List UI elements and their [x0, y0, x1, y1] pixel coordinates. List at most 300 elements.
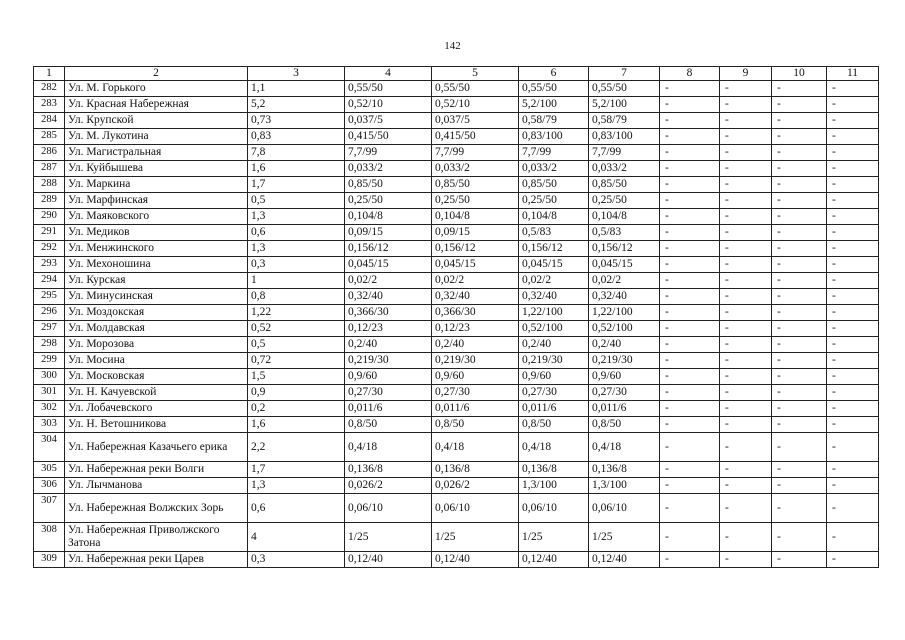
- row-number: 288: [34, 177, 65, 193]
- table-row: [34, 369, 879, 385]
- value-col-6: 0,219/30: [519, 353, 589, 369]
- value-col-6: 0,27/30: [519, 385, 589, 401]
- value-col-6: 1/25: [519, 523, 589, 552]
- value-col-8: -: [660, 97, 720, 113]
- value-col-5: 0,156/12: [432, 241, 519, 257]
- row-number: 293: [34, 257, 65, 273]
- value-col-5: 0,045/15: [432, 257, 519, 273]
- value-col-6: 0,25/50: [519, 193, 589, 209]
- value-col-3: 0,83: [248, 129, 345, 145]
- value-col-10: -: [772, 494, 827, 523]
- value-col-7: 0,8/50: [589, 417, 660, 433]
- value-col-8: -: [660, 289, 720, 305]
- row-number: 284: [34, 113, 65, 129]
- value-col-10: -: [772, 257, 827, 273]
- street-name: Ул. Маяковского: [65, 209, 248, 225]
- value-col-6: 0,58/79: [519, 113, 589, 129]
- value-col-6: 0,033/2: [519, 161, 589, 177]
- value-col-8: -: [660, 552, 720, 568]
- value-col-4: 0,045/15: [345, 257, 432, 273]
- value-col-6: 0,156/12: [519, 241, 589, 257]
- value-col-6: 0,9/60: [519, 369, 589, 385]
- value-col-8: -: [660, 321, 720, 337]
- value-col-9: -: [720, 289, 772, 305]
- value-col-8: -: [660, 161, 720, 177]
- value-col-10: -: [772, 478, 827, 494]
- table-row: [34, 433, 879, 462]
- value-col-11: -: [827, 401, 879, 417]
- value-col-5: 0,12/40: [432, 552, 519, 568]
- value-col-3: 2,2: [248, 433, 345, 462]
- value-col-3: 1,6: [248, 161, 345, 177]
- value-col-10: -: [772, 273, 827, 289]
- row-number: 291: [34, 225, 65, 241]
- value-col-5: 0,136/8: [432, 462, 519, 478]
- value-col-4: 0,06/10: [345, 494, 432, 523]
- row-number: 290: [34, 209, 65, 225]
- value-col-4: 1/25: [345, 523, 432, 552]
- row-number: 285: [34, 129, 65, 145]
- value-col-9: -: [720, 145, 772, 161]
- value-col-9: -: [720, 81, 772, 97]
- value-col-11: -: [827, 523, 879, 552]
- street-name: Ул. Морозова: [65, 337, 248, 353]
- row-number: 298: [34, 337, 65, 353]
- value-col-6: 0,83/100: [519, 129, 589, 145]
- value-col-10: -: [772, 523, 827, 552]
- value-col-11: -: [827, 225, 879, 241]
- value-col-7: 0,06/10: [589, 494, 660, 523]
- value-col-10: -: [772, 177, 827, 193]
- value-col-10: -: [772, 145, 827, 161]
- value-col-4: 0,85/50: [345, 177, 432, 193]
- value-col-3: 1,1: [248, 81, 345, 97]
- row-number: 296: [34, 305, 65, 321]
- row-number: 308: [34, 523, 65, 552]
- value-col-8: -: [660, 385, 720, 401]
- value-col-4: 0,366/30: [345, 305, 432, 321]
- value-col-7: 0,55/50: [589, 81, 660, 97]
- value-col-8: -: [660, 81, 720, 97]
- value-col-7: 0,12/40: [589, 552, 660, 568]
- value-col-8: -: [660, 305, 720, 321]
- table-row: [34, 241, 879, 257]
- value-col-9: -: [720, 417, 772, 433]
- value-col-9: -: [720, 241, 772, 257]
- table-row: [34, 193, 879, 209]
- table-row: [34, 523, 879, 552]
- value-col-3: 0,5: [248, 193, 345, 209]
- value-col-9: -: [720, 257, 772, 273]
- value-col-11: -: [827, 385, 879, 401]
- value-col-9: -: [720, 305, 772, 321]
- table-row: [34, 305, 879, 321]
- value-col-9: -: [720, 369, 772, 385]
- street-name: Ул. М. Горького: [65, 81, 248, 97]
- value-col-7: 0,27/30: [589, 385, 660, 401]
- table-row: [34, 209, 879, 225]
- value-col-9: -: [720, 225, 772, 241]
- street-name: Ул. Курская: [65, 273, 248, 289]
- column-header: 4: [345, 67, 432, 81]
- value-col-6: 0,104/8: [519, 209, 589, 225]
- table-row: [34, 177, 879, 193]
- value-col-10: -: [772, 417, 827, 433]
- value-col-10: -: [772, 401, 827, 417]
- row-number: 294: [34, 273, 65, 289]
- value-col-5: 0,033/2: [432, 161, 519, 177]
- value-col-11: -: [827, 433, 879, 462]
- value-col-6: 0,12/40: [519, 552, 589, 568]
- row-number: 297: [34, 321, 65, 337]
- value-col-8: -: [660, 193, 720, 209]
- page-number: 142: [444, 40, 461, 52]
- value-col-7: 0,25/50: [589, 193, 660, 209]
- value-col-8: -: [660, 273, 720, 289]
- value-col-8: -: [660, 401, 720, 417]
- row-number: 300: [34, 369, 65, 385]
- value-col-10: -: [772, 241, 827, 257]
- table-row: [34, 145, 879, 161]
- row-number: 306: [34, 478, 65, 494]
- value-col-10: -: [772, 353, 827, 369]
- street-name: Ул. Лычманова: [65, 478, 248, 494]
- column-header: 11: [827, 67, 879, 81]
- value-col-4: 0,09/15: [345, 225, 432, 241]
- value-col-8: -: [660, 177, 720, 193]
- street-name: Ул. Менжинского: [65, 241, 248, 257]
- value-col-7: 0,4/18: [589, 433, 660, 462]
- value-col-7: 0,9/60: [589, 369, 660, 385]
- value-col-4: 7,7/99: [345, 145, 432, 161]
- value-col-3: 1,22: [248, 305, 345, 321]
- table-row: [34, 161, 879, 177]
- value-col-8: -: [660, 417, 720, 433]
- value-col-3: 4: [248, 523, 345, 552]
- table-row: [34, 273, 879, 289]
- value-col-8: -: [660, 433, 720, 462]
- value-col-4: 0,4/18: [345, 433, 432, 462]
- value-col-4: 0,12/23: [345, 321, 432, 337]
- street-name: Ул. Магистральная: [65, 145, 248, 161]
- value-col-3: 1,3: [248, 209, 345, 225]
- value-col-10: -: [772, 193, 827, 209]
- value-col-9: -: [720, 462, 772, 478]
- value-col-10: -: [772, 81, 827, 97]
- row-number: 292: [34, 241, 65, 257]
- row-number: 295: [34, 289, 65, 305]
- value-col-5: 0,25/50: [432, 193, 519, 209]
- value-col-4: 0,27/30: [345, 385, 432, 401]
- header-row: [34, 67, 879, 81]
- value-col-11: -: [827, 257, 879, 273]
- street-name: Ул. Минусинская: [65, 289, 248, 305]
- column-header: 10: [772, 67, 827, 81]
- value-col-10: -: [772, 337, 827, 353]
- value-col-7: 0,83/100: [589, 129, 660, 145]
- value-col-9: -: [720, 129, 772, 145]
- table-row: [34, 321, 879, 337]
- value-col-3: 0,9: [248, 385, 345, 401]
- table-row: [34, 353, 879, 369]
- table-row: [34, 552, 879, 568]
- value-col-5: 0,09/15: [432, 225, 519, 241]
- value-col-4: 0,037/5: [345, 113, 432, 129]
- value-col-10: -: [772, 161, 827, 177]
- value-col-11: -: [827, 494, 879, 523]
- value-col-8: -: [660, 523, 720, 552]
- value-col-7: 7,7/99: [589, 145, 660, 161]
- value-col-4: 0,25/50: [345, 193, 432, 209]
- value-col-7: 5,2/100: [589, 97, 660, 113]
- value-col-10: -: [772, 433, 827, 462]
- column-header: 3: [248, 67, 345, 81]
- value-col-10: -: [772, 97, 827, 113]
- street-name: Ул. Набережная Волжских Зорь: [65, 494, 248, 523]
- value-col-4: 0,55/50: [345, 81, 432, 97]
- value-col-3: 0,6: [248, 494, 345, 523]
- row-number: 282: [34, 81, 65, 97]
- value-col-9: -: [720, 177, 772, 193]
- row-number: 303: [34, 417, 65, 433]
- value-col-11: -: [827, 193, 879, 209]
- value-col-11: -: [827, 552, 879, 568]
- value-col-5: 0,219/30: [432, 353, 519, 369]
- value-col-5: 0,8/50: [432, 417, 519, 433]
- street-name: Ул. Лобачевского: [65, 401, 248, 417]
- value-col-7: 0,104/8: [589, 209, 660, 225]
- value-col-4: 0,8/50: [345, 417, 432, 433]
- value-col-5: 0,4/18: [432, 433, 519, 462]
- value-col-5: 0,011/6: [432, 401, 519, 417]
- value-col-4: 0,9/60: [345, 369, 432, 385]
- value-col-8: -: [660, 353, 720, 369]
- value-col-6: 0,06/10: [519, 494, 589, 523]
- value-col-11: -: [827, 462, 879, 478]
- value-col-5: 0,12/23: [432, 321, 519, 337]
- value-col-8: -: [660, 369, 720, 385]
- value-col-5: 0,85/50: [432, 177, 519, 193]
- street-name: Ул. Н. Ветошникова: [65, 417, 248, 433]
- value-col-3: 0,3: [248, 552, 345, 568]
- value-col-5: 1/25: [432, 523, 519, 552]
- table-row: [34, 129, 879, 145]
- value-col-5: 0,32/40: [432, 289, 519, 305]
- column-header: 1: [34, 67, 65, 81]
- street-name: Ул. Набережная Приволжского Затона: [65, 523, 248, 552]
- value-col-11: -: [827, 353, 879, 369]
- row-number: 287: [34, 161, 65, 177]
- value-col-5: 0,104/8: [432, 209, 519, 225]
- value-col-7: 0,045/15: [589, 257, 660, 273]
- value-col-10: -: [772, 385, 827, 401]
- value-col-7: 0,033/2: [589, 161, 660, 177]
- table-row: [34, 478, 879, 494]
- value-col-8: -: [660, 241, 720, 257]
- value-col-11: -: [827, 369, 879, 385]
- table-row: [34, 113, 879, 129]
- value-col-3: 0,6: [248, 225, 345, 241]
- value-col-7: 0,5/83: [589, 225, 660, 241]
- value-col-3: 0,72: [248, 353, 345, 369]
- value-col-11: -: [827, 417, 879, 433]
- value-col-5: 0,037/5: [432, 113, 519, 129]
- value-col-10: -: [772, 321, 827, 337]
- value-col-3: 1,5: [248, 369, 345, 385]
- value-col-4: 0,415/50: [345, 129, 432, 145]
- value-col-6: 1,3/100: [519, 478, 589, 494]
- value-col-3: 0,3: [248, 257, 345, 273]
- value-col-6: 0,55/50: [519, 81, 589, 97]
- value-col-4: 0,156/12: [345, 241, 432, 257]
- value-col-9: -: [720, 494, 772, 523]
- row-number: 299: [34, 353, 65, 369]
- street-name: Ул. Мехоношина: [65, 257, 248, 273]
- row-number: 302: [34, 401, 65, 417]
- value-col-4: 0,12/40: [345, 552, 432, 568]
- value-col-9: -: [720, 209, 772, 225]
- table-row: [34, 462, 879, 478]
- value-col-8: -: [660, 145, 720, 161]
- value-col-9: -: [720, 321, 772, 337]
- value-col-8: -: [660, 129, 720, 145]
- value-col-4: 0,136/8: [345, 462, 432, 478]
- value-col-7: 0,156/12: [589, 241, 660, 257]
- value-col-10: -: [772, 305, 827, 321]
- value-col-11: -: [827, 273, 879, 289]
- value-col-8: -: [660, 113, 720, 129]
- street-name: Ул. Медиков: [65, 225, 248, 241]
- value-col-7: 0,52/100: [589, 321, 660, 337]
- table-body: [34, 81, 879, 568]
- value-col-6: 0,2/40: [519, 337, 589, 353]
- value-col-9: -: [720, 401, 772, 417]
- value-col-3: 1: [248, 273, 345, 289]
- value-col-6: 7,7/99: [519, 145, 589, 161]
- value-col-11: -: [827, 161, 879, 177]
- value-col-5: 7,7/99: [432, 145, 519, 161]
- value-col-11: -: [827, 97, 879, 113]
- street-name: Ул. Набережная Казачьего ерика: [65, 433, 248, 462]
- value-col-5: 0,366/30: [432, 305, 519, 321]
- value-col-9: -: [720, 353, 772, 369]
- value-col-3: 1,3: [248, 478, 345, 494]
- value-col-5: 0,026/2: [432, 478, 519, 494]
- value-col-9: -: [720, 161, 772, 177]
- value-col-6: 0,011/6: [519, 401, 589, 417]
- value-col-6: 0,52/100: [519, 321, 589, 337]
- value-col-4: 0,52/10: [345, 97, 432, 113]
- value-col-8: -: [660, 462, 720, 478]
- street-name: Ул. Набережная реки Волги: [65, 462, 248, 478]
- column-header: 6: [519, 67, 589, 81]
- value-col-6: 0,85/50: [519, 177, 589, 193]
- value-col-11: -: [827, 241, 879, 257]
- value-col-3: 5,2: [248, 97, 345, 113]
- value-col-11: -: [827, 81, 879, 97]
- value-col-4: 0,033/2: [345, 161, 432, 177]
- value-col-3: 0,73: [248, 113, 345, 129]
- table-row: [34, 289, 879, 305]
- value-col-11: -: [827, 177, 879, 193]
- value-col-3: 0,52: [248, 321, 345, 337]
- row-number: 305: [34, 462, 65, 478]
- value-col-10: -: [772, 129, 827, 145]
- value-col-4: 0,32/40: [345, 289, 432, 305]
- street-name: Ул. Марфинская: [65, 193, 248, 209]
- value-col-4: 0,011/6: [345, 401, 432, 417]
- street-name: Ул. Мосина: [65, 353, 248, 369]
- value-col-7: 1/25: [589, 523, 660, 552]
- value-col-9: -: [720, 193, 772, 209]
- street-name: Ул. Куйбышева: [65, 161, 248, 177]
- value-col-11: -: [827, 145, 879, 161]
- value-col-3: 7,8: [248, 145, 345, 161]
- value-col-7: 0,85/50: [589, 177, 660, 193]
- value-col-11: -: [827, 305, 879, 321]
- value-col-3: 1,7: [248, 462, 345, 478]
- value-col-10: -: [772, 289, 827, 305]
- value-col-5: 0,52/10: [432, 97, 519, 113]
- value-col-6: 0,8/50: [519, 417, 589, 433]
- table-row: [34, 417, 879, 433]
- value-col-7: 0,136/8: [589, 462, 660, 478]
- value-col-3: 1,7: [248, 177, 345, 193]
- value-col-9: -: [720, 523, 772, 552]
- value-col-3: 1,3: [248, 241, 345, 257]
- street-data-table: [33, 66, 879, 568]
- table-row: [34, 257, 879, 273]
- street-name: Ул. Н. Качуевской: [65, 385, 248, 401]
- value-col-8: -: [660, 225, 720, 241]
- value-col-9: -: [720, 478, 772, 494]
- street-name: Ул. Красная Набережная: [65, 97, 248, 113]
- value-col-9: -: [720, 337, 772, 353]
- table-row: [34, 337, 879, 353]
- value-col-10: -: [772, 209, 827, 225]
- value-col-7: 0,32/40: [589, 289, 660, 305]
- value-col-11: -: [827, 209, 879, 225]
- value-col-8: -: [660, 494, 720, 523]
- row-number: 301: [34, 385, 65, 401]
- value-col-4: 0,02/2: [345, 273, 432, 289]
- street-name: Ул. Маркина: [65, 177, 248, 193]
- value-col-7: 0,011/6: [589, 401, 660, 417]
- value-col-5: 0,415/50: [432, 129, 519, 145]
- value-col-7: 0,219/30: [589, 353, 660, 369]
- value-col-3: 0,5: [248, 337, 345, 353]
- column-header: 7: [589, 67, 660, 81]
- value-col-8: -: [660, 478, 720, 494]
- value-col-11: -: [827, 289, 879, 305]
- value-col-4: 0,104/8: [345, 209, 432, 225]
- value-col-6: 5,2/100: [519, 97, 589, 113]
- value-col-6: 0,5/83: [519, 225, 589, 241]
- value-col-10: -: [772, 113, 827, 129]
- table-row: [34, 81, 879, 97]
- value-col-6: 0,32/40: [519, 289, 589, 305]
- value-col-6: 0,136/8: [519, 462, 589, 478]
- street-name: Ул. Набережная реки Царев: [65, 552, 248, 568]
- row-number: 309: [34, 552, 65, 568]
- value-col-11: -: [827, 337, 879, 353]
- street-name: Ул. Крупской: [65, 113, 248, 129]
- value-col-9: -: [720, 273, 772, 289]
- value-col-7: 0,58/79: [589, 113, 660, 129]
- column-header: 5: [432, 67, 519, 81]
- table-row: [34, 385, 879, 401]
- row-number: 304: [34, 433, 65, 462]
